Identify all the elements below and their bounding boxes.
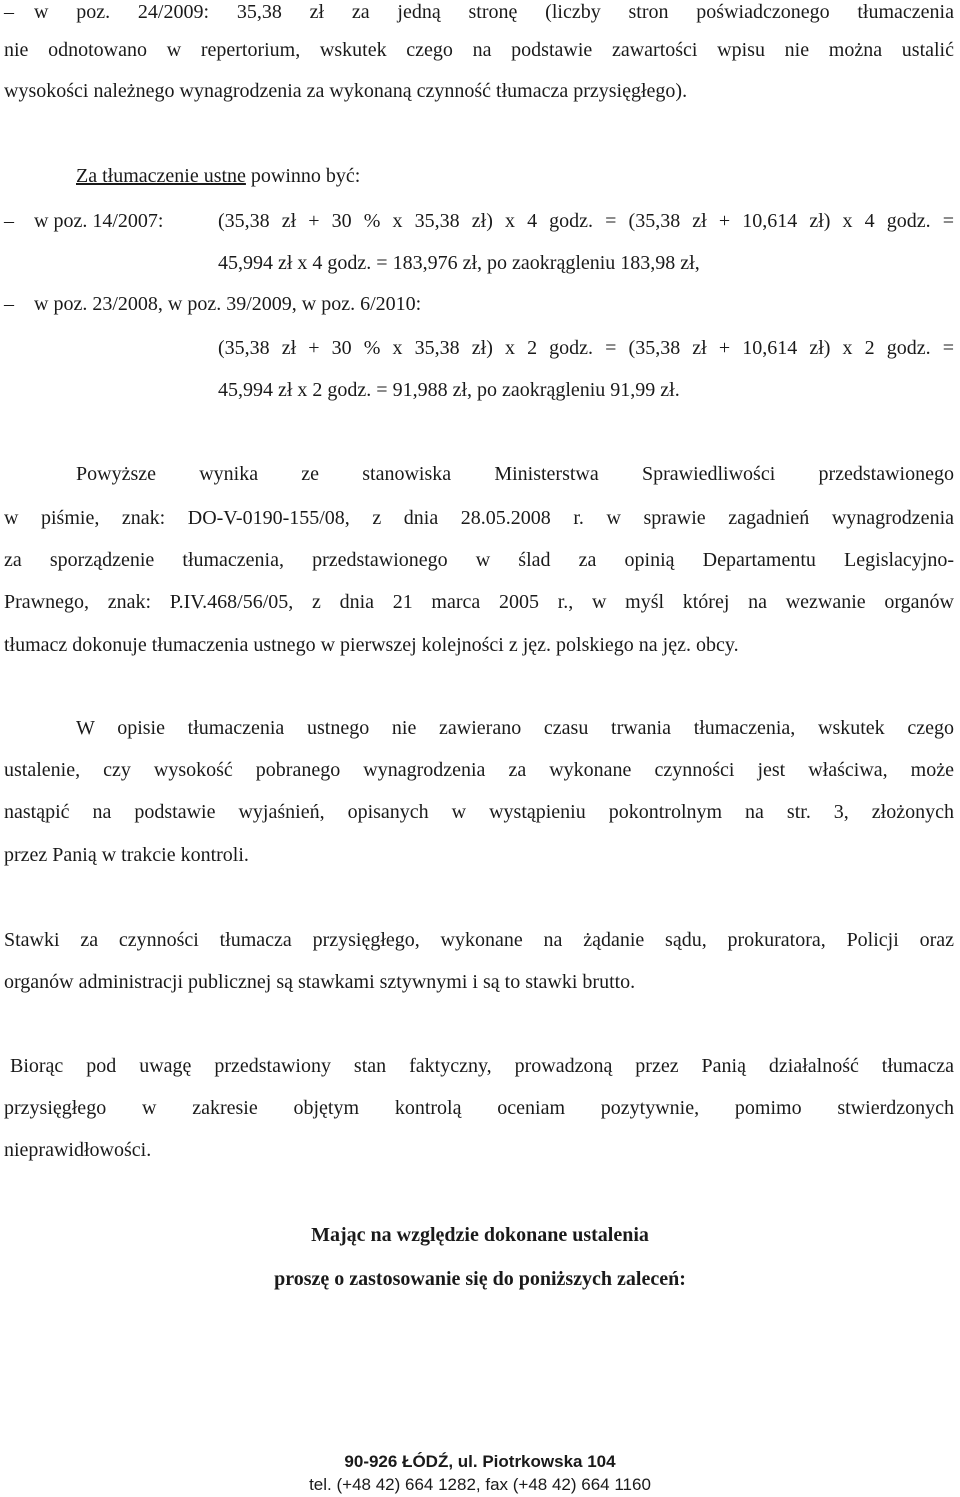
footer-contact: tel. (+48 42) 664 1282, fax (+48 42) 664 1160 <box>309 1475 651 1494</box>
paragraph-line: przez Panią w trakcie kontroli. <box>4 844 249 866</box>
paragraph-line: przysięgłego w zakresie objętym kontrolą oceniam pozytywnie, pomimo stwierdzonych <box>4 1097 954 1119</box>
subheading <box>76 164 960 188</box>
closing-heading: Mając na względzie dokonane ustalenia <box>311 1224 649 1246</box>
formula-line: (35,38 zł + 30 % x 35,38 zł) x 2 godz. = (35,38 zł + 10,614 zł) x 2 godz. = <box>218 337 954 359</box>
subheading-rest: powinno być: <box>245 165 361 187</box>
paragraph-line: ustalenie, czy wysokość pobranego wynagrodzenia za wykonane czynności jest właściwa, może <box>4 759 954 781</box>
closing-heading: proszę o zastosowanie się do poniższych zaleceń: <box>274 1268 686 1290</box>
formula-line: 45,994 zł x 4 godz. = 183,976 zł, po zaokrągleniu 183,98 zł, <box>218 252 700 274</box>
paragraph-line: nieprawidłowości. <box>4 1139 152 1161</box>
paragraph-line: w piśmie, znak: DO-V-0190-155/08, z dnia 28.05.2008 r. w sprawie zagadnień wynagrodzenia <box>4 507 954 529</box>
paragraph-line: W opisie tłumaczenia ustnego nie zawierano czasu trwania tłumaczenia, wskutek czego <box>76 717 954 739</box>
subheading-underlined: Za tłumaczenie ustne <box>76 165 246 187</box>
paragraph-line: Powyższe wynika ze stanowiska Ministerstwa Sprawiedliwości przedstawionego <box>76 463 954 485</box>
formula-line: (35,38 zł + 30 % x 35,38 zł) x 4 godz. = (35,38 zł + 10,614 zł) x 4 godz. = <box>218 210 954 232</box>
formula-line: 45,994 zł x 2 godz. = 91,988 zł, po zaokrągleniu 91,99 zł. <box>218 379 680 401</box>
paragraph-line: za sporządzenie tłumaczenia, przedstawionego w ślad za opinią Departamentu Legislacyjno- <box>4 549 954 571</box>
item-label: w poz. 23/2008, w poz. 39/2009, w poz. 6/2010: <box>34 293 422 315</box>
paragraph-line: Biorąc pod uwagę przedstawiony stan faktyczny, prowadzoną przez Panią działalność tłumacza <box>10 1055 954 1077</box>
paragraph-line: organów administracji publicznej są stawkami sztywnymi i są to stawki brutto. <box>4 971 636 993</box>
paragraph-line: nastąpić na podstawie wyjaśnień, opisanych w wystąpieniu pokontrolnym na str. 3, złożonych <box>4 801 954 823</box>
paragraph-line: tłumacz dokonuje tłumaczenia ustnego w pierwszej kolejności z jęz. polskiego na jęz. obcy. <box>4 634 739 656</box>
paragraph-line: Stawki za czynności tłumacza przysięgłego, wykonane na żądanie sądu, prokuratora, Policji oraz <box>4 929 954 951</box>
text-line: nie odnotowano w repertorium, wskutek czego na podstawie zawartości wpisu nie można ustalić <box>4 39 954 61</box>
text-line: wysokości należnego wynagrodzenia za wykonaną czynność tłumacza przysięgłego). <box>4 80 688 102</box>
item-label: w poz. 14/2007: <box>34 210 164 232</box>
paragraph-line: Prawnego, znak: P.IV.468/56/05, z dnia 21 marca 2005 r., w myśl której na wezwanie organów <box>4 591 954 613</box>
footer-address: 90-926 ŁÓDŹ, ul. Piotrkowska 104 <box>344 1452 616 1471</box>
text-line: w poz. 24/2009: 35,38 zł za jedną stronę (liczby stron poświadczonego tłumaczenia <box>34 1 954 23</box>
